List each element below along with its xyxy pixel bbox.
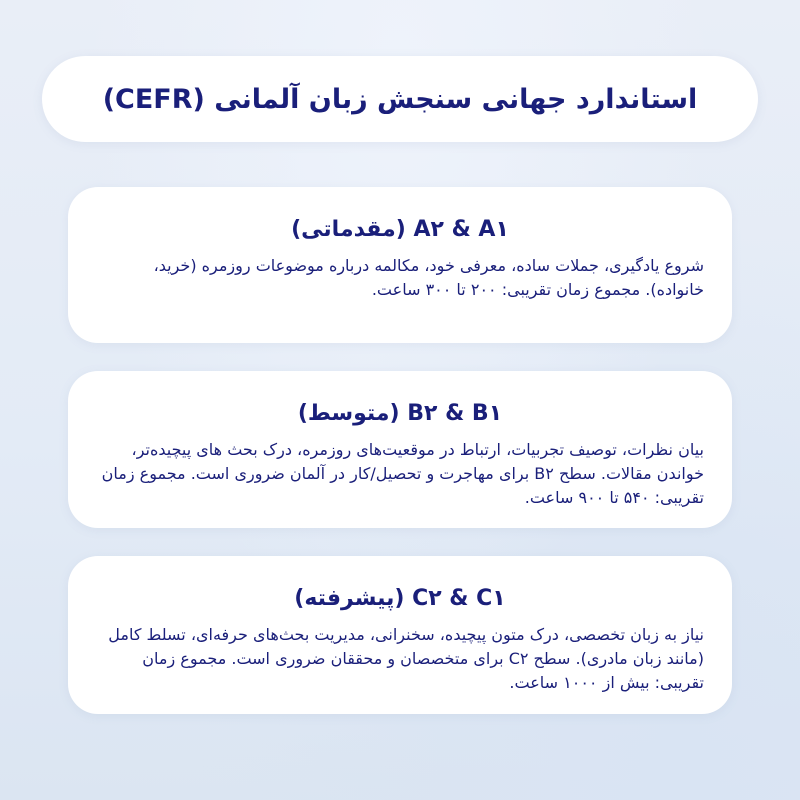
title-banner (42, 56, 758, 142)
level-card-a1-a2 (68, 187, 732, 343)
level-description: بیان نظرات، توصیف تجربیات، ارتباط در موقعیت‌های روزمره، درک بحث های پیچیده‌تر، خواندن مقالات. سطح B۲ برای مهاجرت و تحصیل/کار در آلمان ضروری است. مجموع زمان تقریبی: ۵۴۰ تا ۹۰۰ ساعت. (101, 440, 704, 507)
level-card-c1-c2 (68, 556, 732, 714)
page-title: استاندارد جهانی سنجش زبان آلمانی (CEFR) (102, 83, 698, 115)
level-title: C۲ & C۱ (پیشرفته) (294, 586, 506, 611)
level-title: B۲ & B۱ (متوسط) (297, 401, 503, 426)
level-description: شروع یادگیری، جملات ساده، معرفی خود، مکالمه درباره موضوعات روزمره (خرید، خانواده). مجموع زمان تقریبی: ۲۰۰ تا ۳۰۰ ساعت. (153, 256, 704, 299)
level-card-b1-b2 (68, 371, 732, 528)
level-title: A۲ & A۱ (مقدماتی) (291, 217, 509, 242)
level-description: نیاز به زبان تخصصی، درک متون پیچیده، سخنرانی، مدیریت بحث‌های حرفه‌ای، تسلط کامل (مانند زبان مادری). سطح C۲ برای متخصصان و محققان ضروری است. مجموع زمان تقریبی: بیش از ۱۰۰۰ ساعت. (108, 625, 704, 692)
